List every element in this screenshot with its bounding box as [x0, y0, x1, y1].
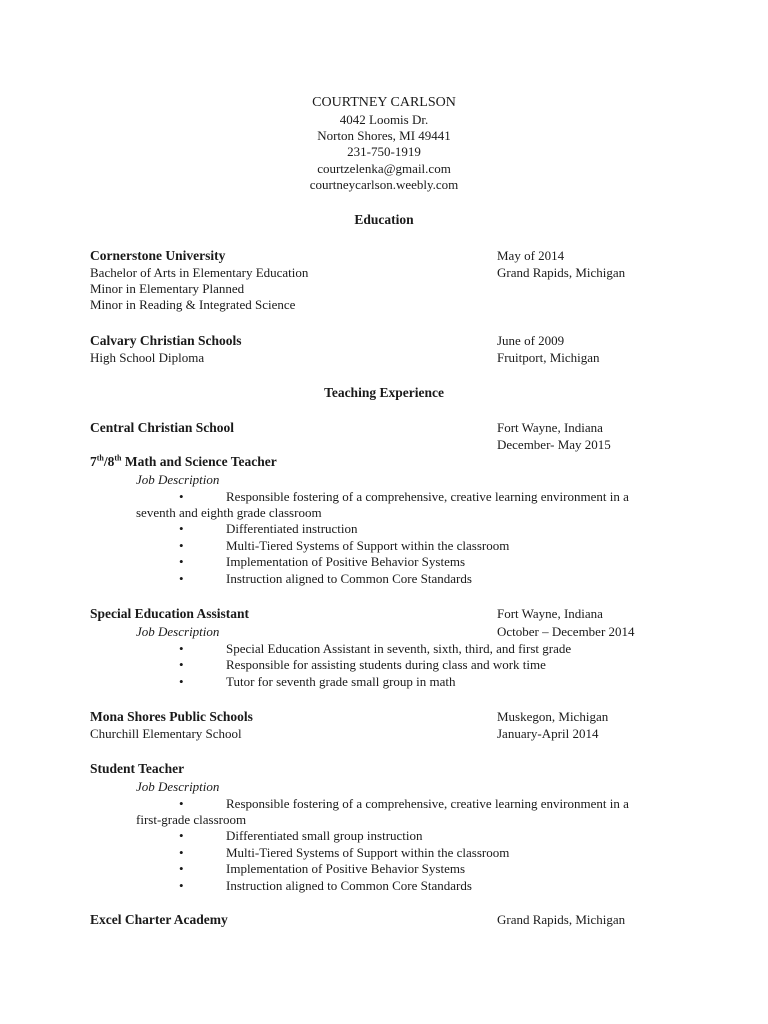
job-dates: October – December 2014 — [497, 624, 635, 639]
bullet-glyph: • — [179, 641, 184, 656]
school-name: Cornerstone University — [90, 248, 226, 263]
bullet-text: Multi-Tiered Systems of Support within the classroom — [226, 538, 510, 553]
bullet-glyph: • — [179, 571, 184, 586]
bullet-text: Multi-Tiered Systems of Support within the classroom — [226, 845, 510, 860]
job-location: Fort Wayne, Indiana — [497, 420, 603, 435]
school-date: May of 2014 — [497, 248, 565, 263]
bullet-glyph: • — [179, 674, 184, 689]
job-description-label: Job Description — [136, 779, 220, 794]
job-location: Muskegon, Michigan — [497, 709, 609, 724]
degree-line: Bachelor of Arts in Elementary Education — [90, 265, 309, 280]
bullet-glyph: • — [179, 796, 184, 811]
school-name: Calvary Christian Schools — [90, 333, 242, 348]
bullet-text: Responsible fostering of a comprehensive, creative learning environment in a — [226, 489, 629, 504]
degree-line: High School Diploma — [90, 350, 205, 365]
employer-name: Excel Charter Academy — [90, 912, 228, 927]
bullet-text-wrap: seventh and eighth grade classroom — [136, 505, 322, 520]
school-location: Grand Rapids, Michigan — [497, 265, 626, 280]
bullet-text: Special Education Assistant in seventh, sixth, third, and first grade — [226, 641, 572, 656]
bullet-glyph: • — [179, 861, 184, 876]
bullet-glyph: • — [179, 828, 184, 843]
website: courtneycarlson.weebly.com — [309, 177, 459, 192]
address-city: Norton Shores, MI 49441 — [317, 128, 451, 143]
job-location: Fort Wayne, Indiana — [497, 606, 603, 621]
candidate-name: COURTNEY CARLSON — [312, 95, 456, 110]
job-title: Student Teacher — [90, 761, 185, 776]
bullet-text: Tutor for seventh grade small group in math — [226, 674, 456, 689]
bullet-text: Responsible for assisting students during class and work time — [226, 657, 546, 672]
job-title: 7th/8th Math and Science Teacher — [90, 453, 277, 469]
bullet-glyph: • — [179, 521, 184, 536]
school-name-detail: Churchill Elementary School — [90, 726, 242, 741]
bullet-text: Implementation of Positive Behavior Systems — [226, 861, 466, 876]
bullet-glyph: • — [179, 845, 184, 860]
school-date: June of 2009 — [497, 333, 565, 348]
bullet-glyph: • — [179, 554, 184, 569]
degree-line: Minor in Elementary Planned — [90, 281, 245, 296]
bullet-text: Differentiated instruction — [226, 521, 358, 536]
experience-heading: Teaching Experience — [324, 385, 444, 400]
bullet-text: Instruction aligned to Common Core Standards — [226, 878, 472, 893]
phone-number: 231-750-1919 — [347, 144, 421, 159]
education-heading: Education — [354, 212, 414, 227]
employer-name: Central Christian School — [90, 420, 235, 435]
job-dates: December- May 2015 — [497, 437, 611, 452]
job-description-label: Job Description — [136, 624, 220, 639]
degree-line: Minor in Reading & Integrated Science — [90, 297, 296, 312]
job-description-label: Job Description — [136, 472, 220, 487]
bullet-glyph: • — [179, 538, 184, 553]
address-street: 4042 Loomis Dr. — [339, 112, 429, 127]
employer-name: Mona Shores Public Schools — [90, 709, 253, 724]
bullet-text: Differentiated small group instruction — [226, 828, 423, 843]
bullet-text: Responsible fostering of a comprehensive, creative learning environment in a — [226, 796, 629, 811]
job-dates: January-April 2014 — [497, 726, 599, 741]
bullet-text-wrap: first-grade classroom — [136, 812, 247, 827]
bullet-text: Implementation of Positive Behavior Systems — [226, 554, 466, 569]
job-location: Grand Rapids, Michigan — [497, 912, 626, 927]
bullet-glyph: • — [179, 657, 184, 672]
bullet-glyph: • — [179, 878, 184, 893]
job-title: Special Education Assistant — [90, 606, 250, 621]
school-location: Fruitport, Michigan — [497, 350, 600, 365]
bullet-glyph: • — [179, 489, 184, 504]
bullet-text: Instruction aligned to Common Core Standards — [226, 571, 472, 586]
email-address: courtzelenka@gmail.com — [317, 161, 451, 176]
